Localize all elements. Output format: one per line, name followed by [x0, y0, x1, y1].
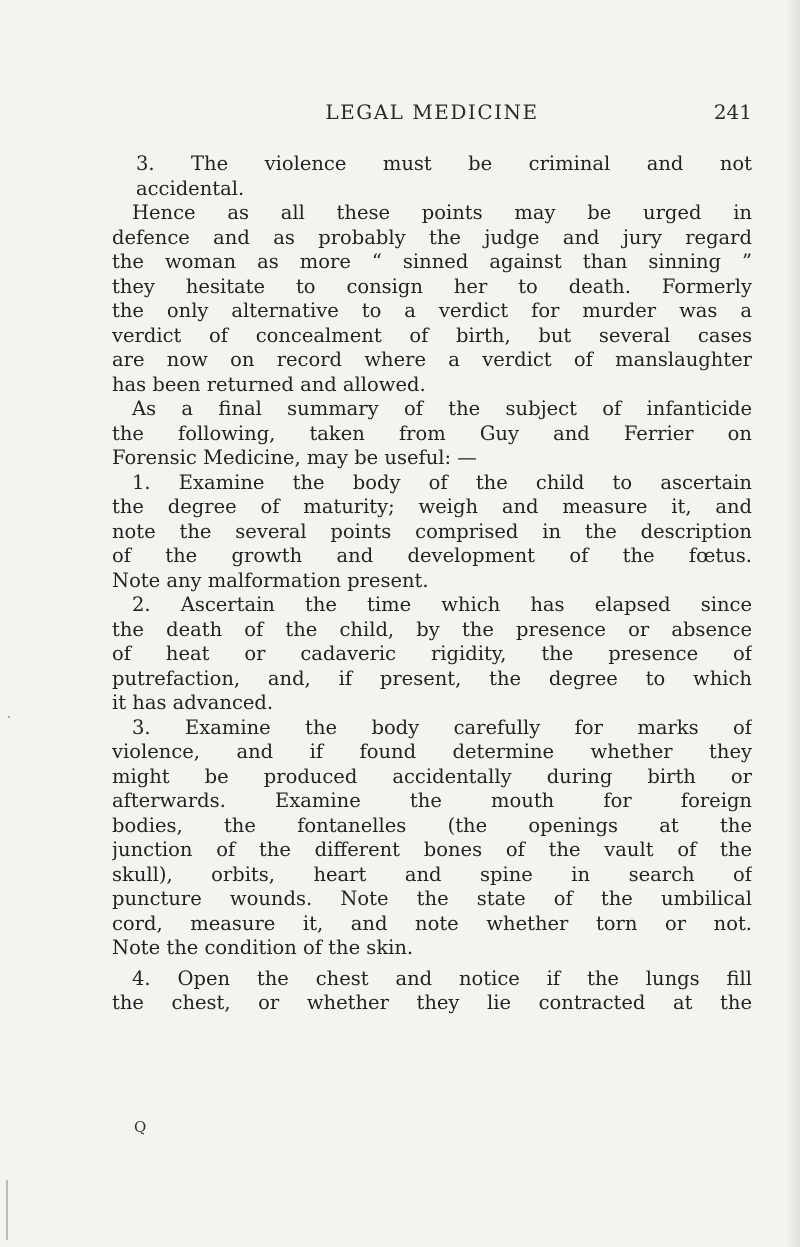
text-line: of heat or cadaveric rigidity, the presence of [112, 642, 752, 665]
text-line: accidental. [136, 176, 245, 200]
text-line: of the growth and development of the fœtus. [112, 544, 752, 567]
text-line: putrefaction, and, if present, the degree to which [112, 666, 752, 690]
text-line: Note any malformation present. [112, 568, 429, 592]
text-line: has been returned and allowed. [112, 372, 426, 396]
text-line: 3. The violence must be criminal and not [136, 152, 752, 175]
text-line: the following, taken from Guy and Ferrier on [112, 421, 752, 445]
paper-speck [8, 716, 10, 718]
text-line: Forensic Medicine, may be useful: — [112, 446, 477, 469]
text-line: puncture wounds. Note the state of the umbilical [112, 887, 752, 910]
text-line: 2. Ascertain the time which has elapsed since [132, 593, 752, 616]
body-text [112, 152, 752, 1016]
text-line: bodies, the fontanelles (the openings at the [112, 813, 752, 837]
page-edge-shadow [786, 0, 800, 1247]
signature-mark: Q [134, 1118, 147, 1136]
text-line: note the several points comprised in the description [112, 519, 752, 543]
text-line: the chest, or whether they lie contracted at the [112, 991, 752, 1014]
text-line: it has advanced. [112, 691, 274, 714]
text-line: skull), orbits, heart and spine in search of [112, 862, 752, 886]
running-head: LEGAL MEDICINE [325, 100, 539, 124]
text-line: they hesitate to consign her to death. Formerly [112, 274, 752, 298]
text-line: afterwards. Examine the mouth for foreign [112, 789, 752, 812]
paper-edge-mark [6, 1180, 8, 1240]
text-line: the only alternative to a verdict for murder was a [112, 299, 752, 322]
text-line: As a final summary of the subject of infanticide [132, 397, 752, 420]
text-line: 4. Open the chest and notice if the lungs fill [132, 966, 752, 990]
text-line: cord, measure it, and note whether torn or not. [112, 911, 752, 935]
page-number: 241 [713, 100, 752, 124]
text-line: Note the condition of the skin. [112, 936, 414, 959]
text-line: the degree of maturity; weigh and measure it, and [112, 495, 752, 518]
text-line: junction of the different bones of the vault of the [112, 838, 752, 861]
text-line: Hence as all these points may be urged in [132, 201, 752, 224]
text-line: defence and as probably the judge and jury regard [112, 225, 752, 249]
text-line: 3. Examine the body carefully for marks of [132, 715, 752, 739]
page-header [112, 100, 752, 126]
text-line: the woman as more “ sinned against than sinning ” [112, 250, 752, 273]
text-line: violence, and if found determine whether they [112, 740, 752, 763]
text-line: the death of the child, by the presence or absence [112, 617, 752, 641]
text-line: are now on record where a verdict of manslaughter [112, 348, 752, 371]
text-line: verdict of concealment of birth, but several cases [112, 323, 752, 347]
text-line: 1. Examine the body of the child to ascertain [132, 470, 752, 494]
text-line: might be produced accidentally during birth or [112, 764, 752, 788]
